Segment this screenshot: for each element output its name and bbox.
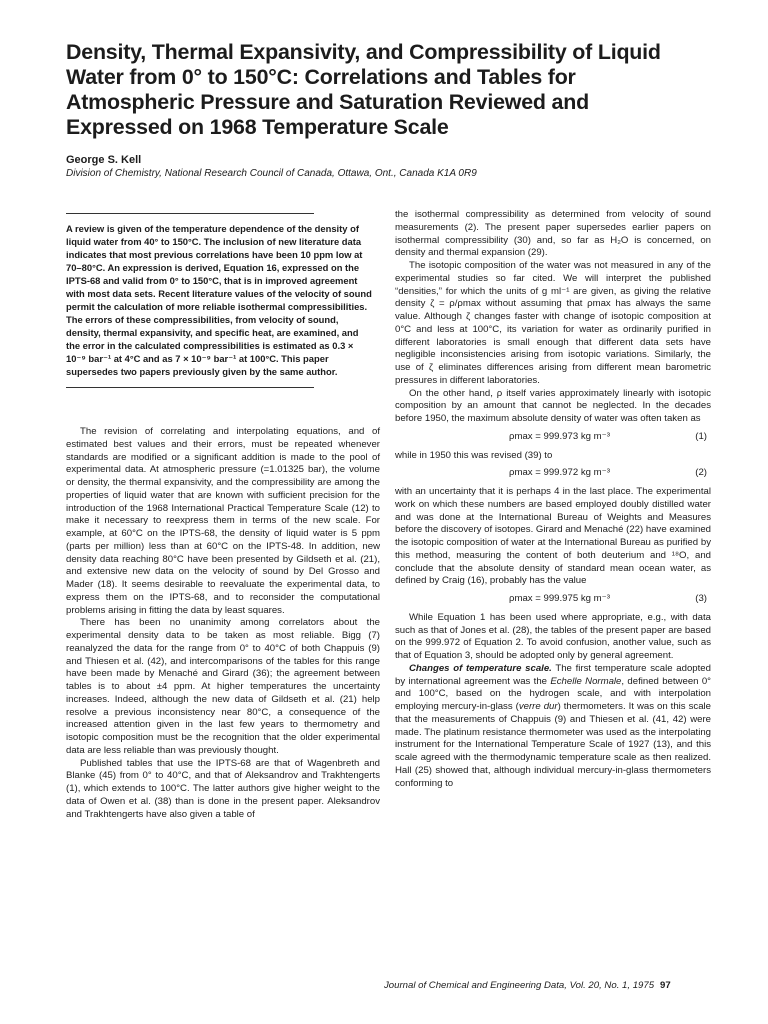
italic-term: Echelle Normale: [550, 675, 622, 687]
body-paragraph: Published tables that use the IPTS-68 are that of Wagenbreth and Blanke (45) from 0° to 40°C, and that of Aleksandrov and Trakhtengerts (1), which extends to 100°C. The latter authors give higher weight to the data of Owen et al. (38) than is done in the present paper. Aleksandrov and Trakhtengerts have also given a table of: [66, 757, 380, 820]
italic-term: verre dur: [518, 701, 558, 712]
page-footer: [384, 980, 671, 991]
body-paragraph: with an uncertainty that it is perhaps 4 in the last place. The experimental work on which these numbers are based employed doubly distilled water and was done at the International Bureau of Weights and Measures before the discovery of isotopes. Girard and Menaché (22) have examined the isotopic composition of water at the International Bureau as purified by this method, measuring the content of both deuterium and ¹⁸O, and conclude that the absolute density of standard mean ocean water, as defined by Craig (16), probably has the value: [395, 486, 711, 587]
journal-citation: Journal of Chemical and Engineering Data, Vol. 20, No. 1, 1975: [384, 980, 655, 991]
body-paragraph: On the other hand, ρ itself varies approximately linearly with isotopic composition by an amount that cannot be neglected. In the decades before 1950, the maximum absolute density of water was often taken as: [395, 387, 711, 424]
body-paragraph: There has been no unanimity among correlators about the experimental density data to be taken as most reliable. Bigg (7) reanalyzed the data for the range from 0° to 40°C of both Chappuis (9) and Thiesen et al. (42), and intercomparisons of the tables for this range have been made by Menaché and Girard (36); the agreement between tables is to about ±4 ppm. At higher temperatures the uncertainty increases. Indeed, although the new data of Gildseth et al. (21) help resolve a previous inconsistency near 80°C, a consequence of the increased attention given in the last few years to thermometry and isotopic composition must be the recognition that the older experimental data are less reliable than was previously thought.: [66, 617, 380, 756]
equation-expression: ρmax = 999.973 kg m⁻³: [509, 430, 610, 442]
body-paragraph: the isothermal compressibility as determined from velocity of sound measurements (2). The present paper supersedes earlier papers on isothermal compressibility (30) and, so far as H₂O is concerned, on density and thermal expansion (29).: [395, 209, 711, 259]
equation-2: [395, 467, 711, 480]
author-affiliation: Division of Chemistry, National Research Council of Canada, Ottawa, Ont., Canada K1A 0R9: [66, 168, 477, 179]
body-paragraph: While Equation 1 has been used where appropriate, e.g., with data such as that of Jones et al. (28), the tables of the present paper are based on the 999.972 of Equation 2. To avoid confusion, another value, such as that of Equation 3, should be adopted only by general agreement.: [395, 611, 711, 661]
equation-1: [395, 431, 711, 444]
title-line: Density, Thermal Expansivity, and Compressibility of Liquid: [66, 40, 661, 64]
right-column: [395, 209, 711, 790]
title-line: Expressed on 1968 Temperature Scale: [66, 115, 449, 139]
equation-number: (3): [695, 593, 707, 604]
title-line: Atmospheric Pressure and Saturation Reviewed and: [66, 90, 589, 114]
title-line: Water from 0° to 150°C: Correlations and Tables for: [66, 65, 576, 89]
body-paragraph: The revision of correlating and interpolating equations, and of estimated best values and their errors, must be repeated whenever standards are modified or a significant addition is made to the pool of experimental data. At atmospheric pressure (=1.01325 bar), the volume or density, the thermal expansivity, and the compressibility are among the properties of liquid water that are known with sufficient precision for the introduction of the 1968 International Practical Temperature Scale (12) to make it necessary to reexpress them in terms of the new scale. For example, at 60°C on the IPTS-68, the density of liquid water is 5 ppm (parts per million) less than at 60°C on the IPTS-48. In addition, new density data reaching 80°C have been presented by Gildseth et al. (21), and extensive new data on the velocity of sound by Del Grosso and Mader (18). It seems desirable to reevaluate the experimental data, to express them on the IPTS-68, and to reconsider the computational problems arising in fitting the data by least squares.: [66, 426, 380, 616]
abstract: A review is given of the temperature dependence of the density of liquid water from 40° to 150°C. The inclusion of new literature data indicates that most previous correlations have been 10 ppm low at 70–80°C. An expression is derived, Equation 16, expressed on the IPTS-68 and valid from 0° to 150°C, that is in improved agreement with most data sets. Recent literature values of the velocity of sound permit the calculation of more reliable isothermal compressibilities. The errors of these compressibilities, from velocity of sound, density, thermal expansivity, and specific heat, are examined, and the error in the calculated compressibilities is estimated as 0.3 × 10⁻⁹ bar⁻¹ at 4°C and as 7 × 10⁻⁹ bar⁻¹ at 100°C. This paper supersedes two papers previously given by the same author.: [66, 223, 372, 377]
equation-3: [395, 593, 711, 606]
text-run: The first temperature scale adopted by international agreement was the: [395, 662, 711, 687]
equation-expression: ρmax = 999.975 kg m⁻³: [509, 593, 610, 604]
abstract-bottom-rule: [66, 387, 314, 388]
page-number: 97: [660, 980, 671, 991]
equation-number: (2): [695, 467, 707, 479]
body-paragraph: The isotopic composition of the water was not measured in any of the experimental studies so far cited. We will interpret the published “densities,” for which the units of g ml⁻¹ are given, as giving the relative density ζ = ρ/ρmax without assuming that ρmax has always the same value. Although ζ changes faster with change of isotopic composition at 0°C and less at 100°C, its variation for water as ordinarily purified in different laboratories is small enough that different data sets have negligible inconsistencies arising from isotopic variations. Similarly, the use of ζ eliminates differences arising from different mean barometric pressures in different laboratories.: [395, 260, 711, 386]
section-paragraph: [395, 663, 711, 791]
body-paragraph: while in 1950 this was revised (39) to: [395, 449, 553, 461]
paper-title: [66, 40, 706, 140]
abstract-top-rule: [66, 213, 314, 214]
equation-expression: ρmax = 999.972 kg m⁻³: [509, 467, 610, 479]
author-name: George S. Kell: [66, 154, 142, 166]
section-subheading: Changes of temperature scale.: [409, 662, 552, 674]
text-run: ) thermometers. It was on this scale that the measurements of Chappuis (9) and Thiesen et al. (41, 42) were made. The platinum resistance thermometer was used as the interpolating instrument for the International Temperature Scale of 1927 (13), and this scale agreed with the thermodynamic temperature scale as then realized. Hall (25) showed that, although individual mercury-in-glass thermometers conforming to: [395, 701, 712, 789]
text-run: , defined between 0° and 100°C, based on the hydrogen scale, and with interpolation employing mercury-in-glass (: [395, 675, 711, 712]
left-column: [66, 208, 380, 821]
equation-number: (1): [695, 430, 707, 442]
